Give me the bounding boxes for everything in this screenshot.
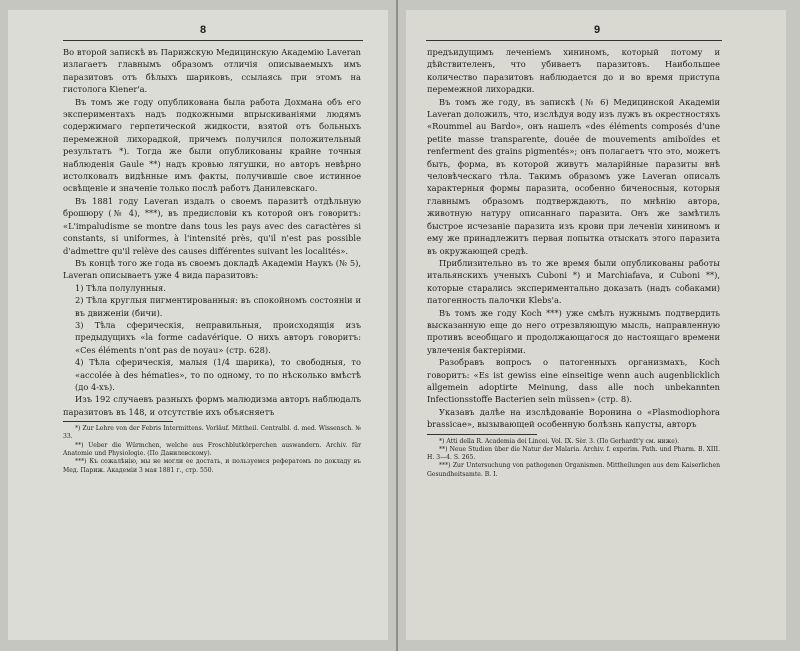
footnote: **) Neue Studien über die Natur der Malaria. Archiv. f. experim. Path. und Pharm. B. XIII. H. 3—4. S. 265.	[427, 445, 720, 462]
list-item: 3) Тѣла сферическія, неправильныя, происходящія изъ предыдущихъ «la forme cadavérique. О нихъ авторъ говоритъ: «Ces éléments n'ont pas de noyau» (стр. 628).	[75, 319, 361, 355]
right-page-body	[427, 46, 720, 479]
paragraph: Въ томъ же году Koch ***) уже смѣлъ нужнымъ подтвердить высказанную еще до него отрезвляющую мысль, направленную противъ всеобщаго и продолжающагося до настоящаго времени увлеченія бактеріями.	[427, 307, 720, 355]
footnote: *) Atti della R. Academia dei Lincei. Vol. IX. Sèr. 3. (По Gerhardt'y см. ниже).	[439, 437, 680, 445]
list-item: 4) Тѣла сферическія, малыя (1/4 шарика), то свободныя, то «accolée à des hématies», то по одному, то по нѣсколько вмѣстѣ (до 4-хъ).	[75, 357, 361, 392]
page-number: 8	[200, 24, 207, 36]
book-gutter	[396, 0, 398, 651]
left-page-body	[63, 46, 361, 475]
paragraph: Во второй запискѣ въ Парижскую Медицинскую Академію Laveran излагаетъ главнымъ образомъ отличія описываемыхъ имъ паразитовъ отъ бѣлыхъ шариковъ, ссылаясь при этомъ на гистолога Kiener'a.	[63, 47, 361, 95]
paragraph: предъидущимъ леченіемъ хининомъ, который потому и дѣйствителенъ, что убиваетъ паразитовъ. Наибольшее количество паразитовъ наблюдается до и во время приступа перемежной лихорадки.	[427, 47, 720, 95]
paragraph: Въ 1881 году Laveran издалъ о своемъ паразитѣ отдѣльную брошюру (№ 4), ***), въ предисловіи къ которой онъ говоритъ: «L'impaludisme se montre dans tous les pays avec des caractères si constants, si uniformes, à l'intensité près, qu'il n'est pas possible d'admettre qu'il relève des causes différentes suivant les localités».	[63, 195, 361, 256]
paragraph: Приблизительно въ то же время были опубликованы работы итальянскихъ ученыхъ Cuboni *) и Marchiafava, и Cuboni **), которые старались экспериментально доказать (надъ собаками) патогенность палочки Klebs'a.	[427, 257, 720, 306]
paragraph: Указавъ далѣе на изслѣдованіе Воронина о «Plasmodiophora brassicae», вызывающей особенную болѣзнь капусты, авторъ	[427, 406, 720, 430]
footnote: ***) Къ сожалѣнію, мы не могли ее достать, и пользуемся рефератомъ по докладу въ Мед. Париж. Академіи 3 мая 1881 г., стр. 550.	[63, 458, 361, 474]
list-item: 2) Тѣла круглыя пигментированныя: въ спокойномъ состояніи и въ движеніи (бичи).	[75, 295, 361, 318]
paragraph: Въ томъ же году, въ запискѣ (№ 6) Медицинской Академіи Laveran доложилъ, что, изслѣдуя воду изъ лужъ въ окрестностяхъ «Roummel au Bardo», онъ нашелъ «des éléments composés d'une petite masse transparente, douée de mouvements amiboïdes et renferment des grains pigmentés»; онъ полагаетъ что это, можетъ быть, форма, въ которой живутъ маларійные паразиты внѣ человѣческаго тѣла. Такимъ образомъ уже Laveran описалъ характерныя формы паразита, особенно биченосныя, которыя главнымъ образомъ подтверждаютъ, по мнѣнію автора, животную натуру описаннаго паразита. Онъ же замѣтилъ быстрое исчезаніе паразита изъ крови при леченіи хининомъ и ему же принадлежитъ первая попытка отыскать этого паразита въ окружающей средѣ.	[427, 96, 720, 256]
header-rule	[426, 40, 722, 41]
footnote: **) Ueber die Würmchen, welche aus Froschblutkörperchen auswandern. Archiv. für Anatomie und Physiologie. (По Данилевскому).	[63, 441, 361, 458]
paragraph: Разобравъ вопросъ о патогенныхъ организмахъ, Koch говоритъ: «Es ist gewiss eine einseitige wenn auch augenblicklich allgemein adoptirte Meinung, dass alle noch unbekannten Infectionsstoffe Bacterien sein müssen» (стр. 8).	[427, 357, 720, 405]
footnote-rule	[427, 434, 537, 435]
footnote-rule	[63, 421, 173, 422]
right-page	[406, 10, 786, 640]
left-page	[8, 10, 388, 640]
footnote: ***) Zur Untersuchung von pathogenen Organismen. Mittheilungen aus dem Kaiserlichen Gesundheitsamte. B. I.	[427, 462, 720, 478]
paragraph: Въ концѣ того же года въ своемъ докладѣ Академіи Наукъ (№ 5), Laveran описываетъ уже 4 вида паразитовъ:	[63, 257, 361, 281]
paragraph: Изъ 192 случаевъ разныхъ формъ малюдизма авторъ наблюдалъ паразитовъ въ 148, и отсутствіе ихъ объясняетъ	[63, 394, 361, 417]
footnote: *) Zur Lehre von der Febris Intermittens. Vorläuf. Mittheil. Centralbl. d. med. Wissensch. № 33.	[63, 425, 361, 441]
header-rule	[63, 40, 363, 41]
page-number: 9	[594, 24, 601, 36]
list-item: 1) Тѣла полулунныя.	[75, 282, 166, 293]
paragraph: Въ томъ же году опубликована была работа Дохмана объ его экспериментахъ надъ подкожными впрыскиваніями людямъ содержимаго герпетической жидкости, взятой отъ больныхъ перемежной лихорадкой, причемъ получился положительный результатъ *). Тогда же были опубликованы крайне точныя наблюденія Gaule **) надъ кровью лягушки, но авторъ невѣрно истолковалъ видѣнные имъ факты, получившіе свое истинное освѣщеніе и значеніе только послѣ работъ Данилевскаго.	[63, 96, 361, 194]
